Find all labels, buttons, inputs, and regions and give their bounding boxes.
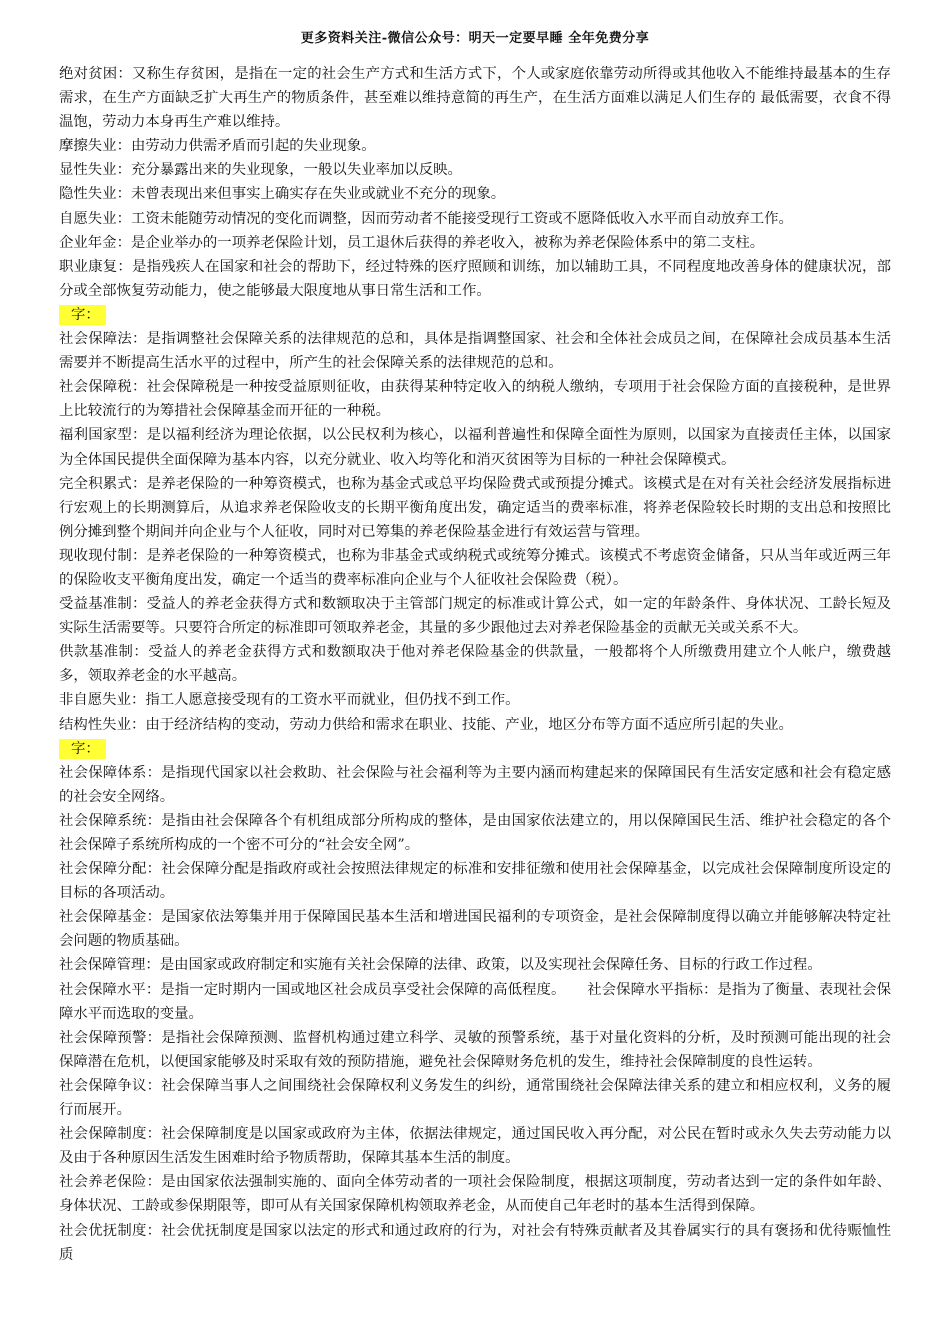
- definition-entry: 社会养老保险：是由国家依法强制实施的、面向全体劳动者的一项社会保险制度，根据这项制度，劳动者达到一定的条件如年龄、身体状况、工龄或参保期限等，即可从有关国家保障机构领取养老金，从而使自己年老时的基本生活得到保障。: [59, 1174, 891, 1215]
- definition-entry: 社会优抚制度：社会优抚制度是国家以法定的形式和通过政府的行为，对社会有特殊贡献者及其眷属实行的具有褒扬和优待赈恤性质: [59, 1222, 891, 1263]
- highlighted-label: 字：: [59, 305, 106, 325]
- definition-entry: 社会保障体系：是指现代国家以社会救助、社会保险与社会福利等为主要内涵而构建起来的保障国民有生活安定感和社会有稳定感的社会安全网络。: [59, 764, 891, 805]
- definition-entry: 非自愿失业：指工人愿意接受现有的工资水平而就业，但仍找不到工作。: [59, 692, 520, 709]
- definition-entry: 福利国家型：是以福利经济为理论依据，以公民权利为核心，以福利普遍性和保障全面性为原则，以国家为直接责任主体，以国家为全体国民提供全面保障为基本内容，以充分就业、收入均等化和消灭贫困等为目标的一种社会保障模式。: [59, 427, 891, 468]
- section-marker: [59, 737, 891, 761]
- definition-entry: 企业年金：是企业举办的一项养老保险计划，员工退休后获得的养老收入，被称为养老保险体系中的第二支柱。: [59, 234, 765, 251]
- definition-entry: 社会保障税：社会保障税是一种按受益原则征收，由获得某种特定收入的纳税人缴纳，专项用于社会保险方面的直接税种，是世界上比较流行的为筹措社会保障基金而开征的一种税。: [59, 379, 891, 420]
- definition-entry: 社会保障系统：是指由社会保障各个有机组成部分所构成的整体，是由国家依法建立的，用以保障国民生活、维护社会稳定的各个社会保障子系统所构成的一个密不可分的“社会安全网”。: [59, 812, 891, 853]
- definition-entry: 社会保障预警：是指社会保障预测、监督机构通过建立科学、灵敏的预警系统，基于对量化资料的分析，及时预测可能出现的社会保障潜在危机，以便国家能够及时采取有效的预防措施，避免社会保障财务危机的发生，维持社会保障制度的良性运转。: [59, 1029, 891, 1070]
- definition-entry: 绝对贫困：又称生存贫困，是指在一定的社会生产方式和生活方式下，个人或家庭依靠劳动所得或其他收入不能维持最基本的生存需求，在生产方面缺乏扩大再生产的物质条件，甚至难以维持意简的再生产，在生活方面难以满足人们生存的 最低需要，衣食不得温饱，劳动力本身再生产难以维持。: [59, 66, 891, 131]
- definition-entry: 社会保障水平：是指一定时期内一国或地区社会成员享受社会保障的高低程度。 社会保障水平指标：是指为了衡量、表现社会保障水平而选取的变量。: [59, 981, 891, 1022]
- definition-entry: 现收现付制：是养老保险的一种筹资模式，也称为非基金式或纳税式或统筹分摊式。该模式不考虑资金储备，只从当年或近两三年的保险收支平衡角度出发，确定一个适当的费率标准向企业与个人征收社会保险费（税）。: [59, 547, 891, 588]
- definition-entry: 供款基准制：受益人的养老金获得方式和数额取决于他对养老保险基金的供款量，一般都将个人所缴费用建立个人帐户，缴费越多，领取养老金的水平越高。: [59, 644, 891, 685]
- definition-entry: 结构性失业：由于经济结构的变动，劳动力供给和需求在职业、技能、产业，地区分布等方面不适应所引起的失业。: [59, 716, 793, 733]
- page-header: 更多资料关注-微信公众号：明天一定要早睡 全年免费分享: [300, 31, 650, 46]
- definition-entry: 社会保障制度：社会保障制度是以国家或政府为主体，依据法律规定，通过国民收入再分配，对公民在暂时或永久失去劳动能力以及由于各种原因生活发生困难时给予物质帮助，保障其基本生活的制度。: [59, 1126, 891, 1167]
- highlighted-label: 字：: [59, 739, 106, 759]
- definition-entry: 社会保障争议：社会保障当事人之间围绕社会保障权利义务发生的纠纷，通常围绕社会保障法律关系的建立和相应权利，义务的履行而展开。: [59, 1077, 891, 1119]
- definition-entry: 显性失业：充分暴露出来的失业现象，一般以失业率加以反映。: [59, 162, 462, 179]
- definition-entry: 隐性失业：未曾表现出来但事实上确实存在失业或就业不充分的现象。: [59, 186, 506, 203]
- definition-entry: 社会保障管理：是由国家或政府制定和实施有关社会保障的法律、政策，以及实现社会保障任务、目标的行政工作过程。: [59, 957, 822, 974]
- document-body: [59, 62, 891, 1267]
- definition-entry: 职业康复：是指残疾人在国家和社会的帮助下，经过特殊的医疗照顾和训练，加以辅助工具，不同程度地改善身体的健康状况，部分或全部恢复劳动能力，使之能够最大限度地从事日常生活和工作。: [59, 258, 891, 299]
- definition-entry: 受益基准制：受益人的养老金获得方式和数额取决于主管部门规定的标准或计算公式，如一定的年龄条件、身体状况、工龄长短及实际生活需要等。只要符合所定的标准即可领取养老金，其量的多少跟他过去对养老保险基金的贡献无关或关系不大。: [59, 596, 891, 637]
- definition-entry: 完全积累式：是养老保险的一种筹资模式，也称为基金式或总平均保险费式或预提分摊式。该模式是在对有关社会经济发展指标进行宏观上的长期测算后，从追求养老保险收支的长期平衡角度出发，确定适当的费率标准，将养老保险较长时期的支出总和按照比例分摊到整个期间并向企业与个人征收，同时对已筹集的养老保险基金进行有效运营与管理。: [59, 475, 891, 540]
- definition-entry: 摩擦失业：由劳动力供需矛盾而引起的失业现象。: [59, 138, 376, 155]
- definition-entry: 自愿失业：工资未能随劳动情况的变化而调整，因而劳动者不能接受现行工资或不愿降低收入水平而自动放弃工作。: [59, 210, 793, 227]
- definition-entry: 社会保障基金：是国家依法筹集并用于保障国民基本生活和增进国民福利的专项资金，是社会保障制度得以确立并能够解决特定社会问题的物质基础。: [59, 909, 891, 950]
- section-marker: [59, 303, 891, 327]
- definition-entry: 社会保障分配：社会保障分配是指政府或社会按照法律规定的标准和安排征缴和使用社会保障基金，以完成社会保障制度所设定的目标的各项活动。: [59, 861, 891, 902]
- definition-entry: 社会保障法：是指调整社会保障关系的法律规范的总和，具体是指调整国家、社会和全体社会成员之间，在保障社会成员基本生活需要并不断提高生活水平的过程中，所产生的社会保障关系的法律规范的总和。: [59, 331, 891, 372]
